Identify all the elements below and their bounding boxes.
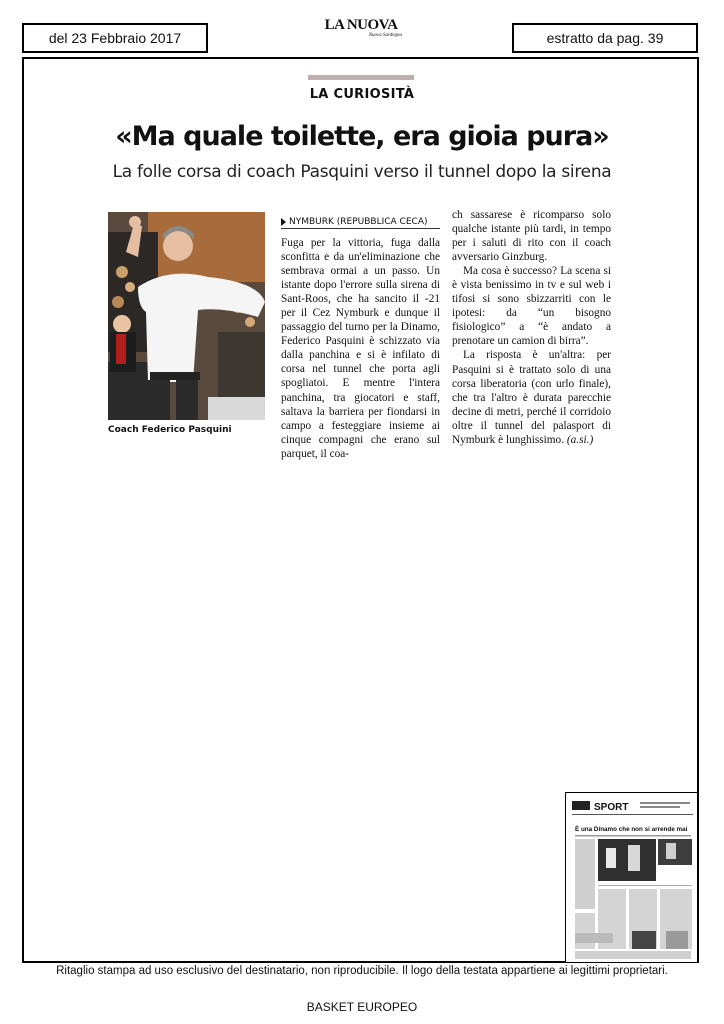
dateline-marker-icon	[281, 218, 286, 226]
thumbnail-headline: È una Dinamo che non si arrende mai	[575, 826, 688, 833]
article-dateline	[281, 215, 440, 229]
newspaper-logo	[320, 18, 402, 39]
kicker-bar	[308, 75, 414, 80]
copyright-note: Ritaglio stampa ad uso esclusivo del destinatario, non riproducibile. Il logo della testata appartiene ai legittimi proprietari.	[56, 965, 668, 977]
article-headline: «Ma quale toilette, era gioia pura»	[115, 121, 609, 152]
logo-subtitle: Nuova Sardegna	[368, 33, 402, 38]
article-kicker: LA CURIOSITÀ	[309, 87, 415, 102]
article-paragraph-1-continued: ch sassarese è ricomparso solo qualche istante più tardi, in tempo per i saluti di rito con il coach avversario Ginzburg.	[452, 209, 611, 264]
clipping-date: del 23 Febbraio 2017	[22, 23, 208, 53]
coach-photo	[108, 212, 265, 420]
author-signature: (a.si.)	[566, 433, 594, 446]
page-thumbnail	[565, 792, 698, 963]
clipping-page-ref: estratto da pag. 39	[512, 23, 698, 53]
article-paragraph-2: Ma cosa è successo? La scena si è vista benissimo in tv e sul web i tifosi si sono sbizzarriti con le ipotesi: da “un bisogno fisiologico” a “è andato a prenotare un camion di birra”.	[452, 265, 611, 348]
dateline-text: NYMBURK (REPUBBLICA CECA)	[289, 216, 428, 227]
article-paragraph-3	[452, 348, 611, 446]
logo-title: LA NUOVA	[324, 17, 398, 33]
section-label: BASKET EUROPEO	[306, 1000, 418, 1014]
page-thumbnail-illustration	[566, 793, 698, 963]
article-subhead: La folle corsa di coach Pasquini verso il tunnel dopo la sirena	[112, 162, 612, 182]
article-column-2	[452, 208, 611, 447]
article-column-1	[281, 236, 440, 461]
article-paragraph-1: Fuga per la vittoria, fuga dalla sconfitta e da un'eliminazione che sembrava ormai a un passo. Un istante dopo l'errore sulla sirena di Sant-Roos, che ha sancito il -21 per il Cez Nymburk e dunque il passaggio del turno per la Dinamo, Federico Pasquini è schizzato via dalla panchina e si è infilato di corsa nel tunnel che porta agli spogliatoi. E mentre l'intera panchina, tra giocatori e staff, saltava la barriera per fiondarsi in campo a festeggiare insieme ai cinque compagni che erano sul parquet, il coa-	[281, 237, 440, 460]
article-paragraph-3-text: La risposta è un'altra: per Pasquini si è trattato solo di una corsa liberatoria (con urlo finale), che tra l'altro è durata parecchie decine di metri, perché il corridoio oltre il tunnel del palasport di Nymburk è lunghissimo.	[452, 349, 611, 446]
coach-photo-illustration	[108, 212, 265, 420]
thumbnail-section: SPORT	[594, 802, 629, 813]
photo-caption: Coach Federico Pasquini	[108, 425, 232, 435]
